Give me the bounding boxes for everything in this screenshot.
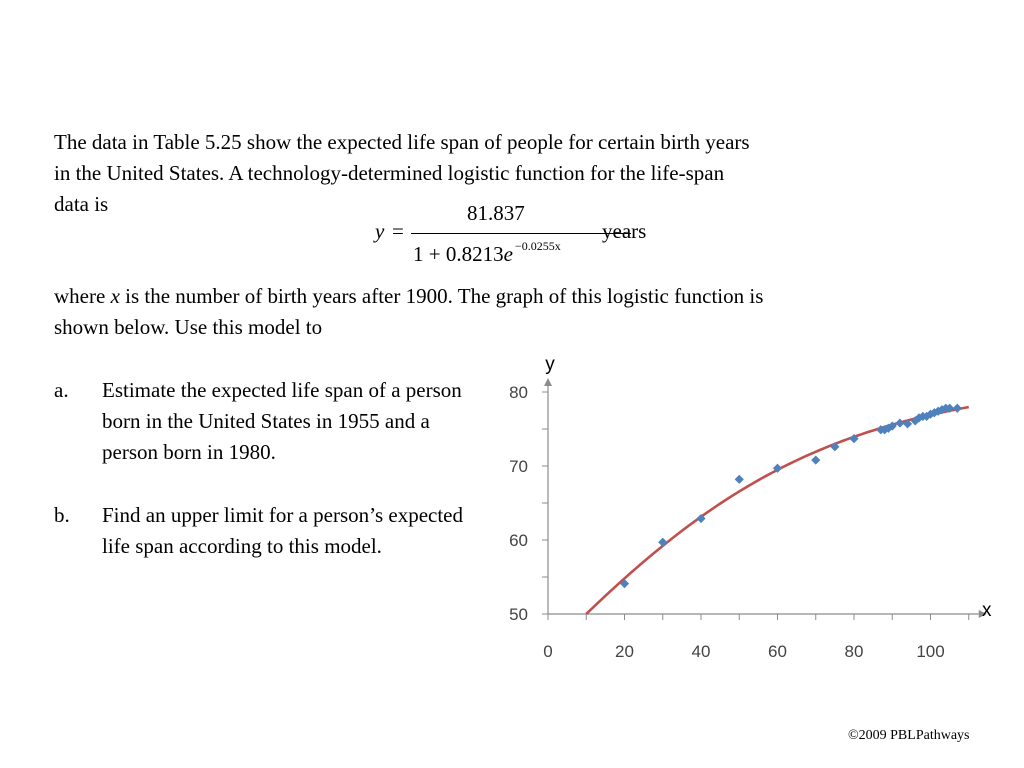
formula-denominator bbox=[413, 239, 561, 267]
x-tick-label: 40 bbox=[691, 642, 711, 661]
where-text-2: is the number of birth years after 1900. The graph of this logistic function is bbox=[119, 284, 764, 308]
x-tick-label: 60 bbox=[768, 642, 787, 661]
where-text-1: where bbox=[54, 284, 111, 308]
intro-line-1: The data in Table 5.25 show the expected life span of people for certain birth years bbox=[54, 130, 750, 154]
where-paragraph bbox=[54, 281, 944, 343]
e-symbol: e bbox=[503, 242, 513, 266]
intro-line-3: data is bbox=[54, 192, 109, 216]
copyright-notice: ©2009 PBLPathways bbox=[848, 728, 970, 743]
x-axis-label: x bbox=[982, 600, 992, 621]
formula-lhs: y bbox=[375, 219, 385, 243]
data-point bbox=[811, 455, 820, 464]
life-span-chart bbox=[480, 350, 1000, 680]
x-tick-label: 20 bbox=[615, 642, 634, 661]
x-tick-label: 100 bbox=[916, 642, 945, 661]
y-tick-label: 80 bbox=[509, 383, 528, 402]
where-line-2: shown below. Use this model to bbox=[54, 315, 323, 339]
denominator-base: 1 + 0.8213 bbox=[413, 242, 504, 266]
y-tick-label: 70 bbox=[509, 457, 528, 476]
x-tick-label: 0 bbox=[543, 642, 553, 661]
formula-units: years bbox=[602, 219, 647, 243]
data-point bbox=[735, 475, 744, 484]
where-var: x bbox=[110, 284, 120, 308]
data-point bbox=[658, 538, 667, 547]
question-b bbox=[54, 500, 484, 600]
question-marker: a. bbox=[54, 378, 69, 402]
data-point bbox=[953, 404, 962, 413]
where-line-1 bbox=[54, 281, 944, 312]
question-marker: b. bbox=[54, 503, 70, 527]
y-axis-arrow bbox=[544, 378, 552, 386]
logistic-curve bbox=[586, 407, 969, 614]
fraction-bar bbox=[411, 233, 631, 234]
formula-equals: = bbox=[392, 219, 404, 243]
question-text: Estimate the expected life span of a person born in the United States in 1955 and a person born in 1980. bbox=[102, 378, 462, 464]
y-tick-label: 50 bbox=[509, 605, 528, 624]
data-point bbox=[895, 418, 904, 427]
question-a bbox=[54, 375, 484, 475]
x-tick-label: 80 bbox=[844, 642, 864, 661]
question-text: Find an upper limit for a person’s expected life span according to this model. bbox=[102, 503, 463, 558]
intro-line-2: in the United States. A technology-determined logistic function for the life-span bbox=[54, 161, 725, 185]
y-tick-label: 60 bbox=[509, 531, 528, 550]
formula-exponent: −0.0255x bbox=[514, 239, 561, 253]
logistic-formula bbox=[375, 199, 675, 269]
y-axis-label: y bbox=[545, 354, 555, 375]
formula-numerator: 81.837 bbox=[467, 201, 525, 225]
